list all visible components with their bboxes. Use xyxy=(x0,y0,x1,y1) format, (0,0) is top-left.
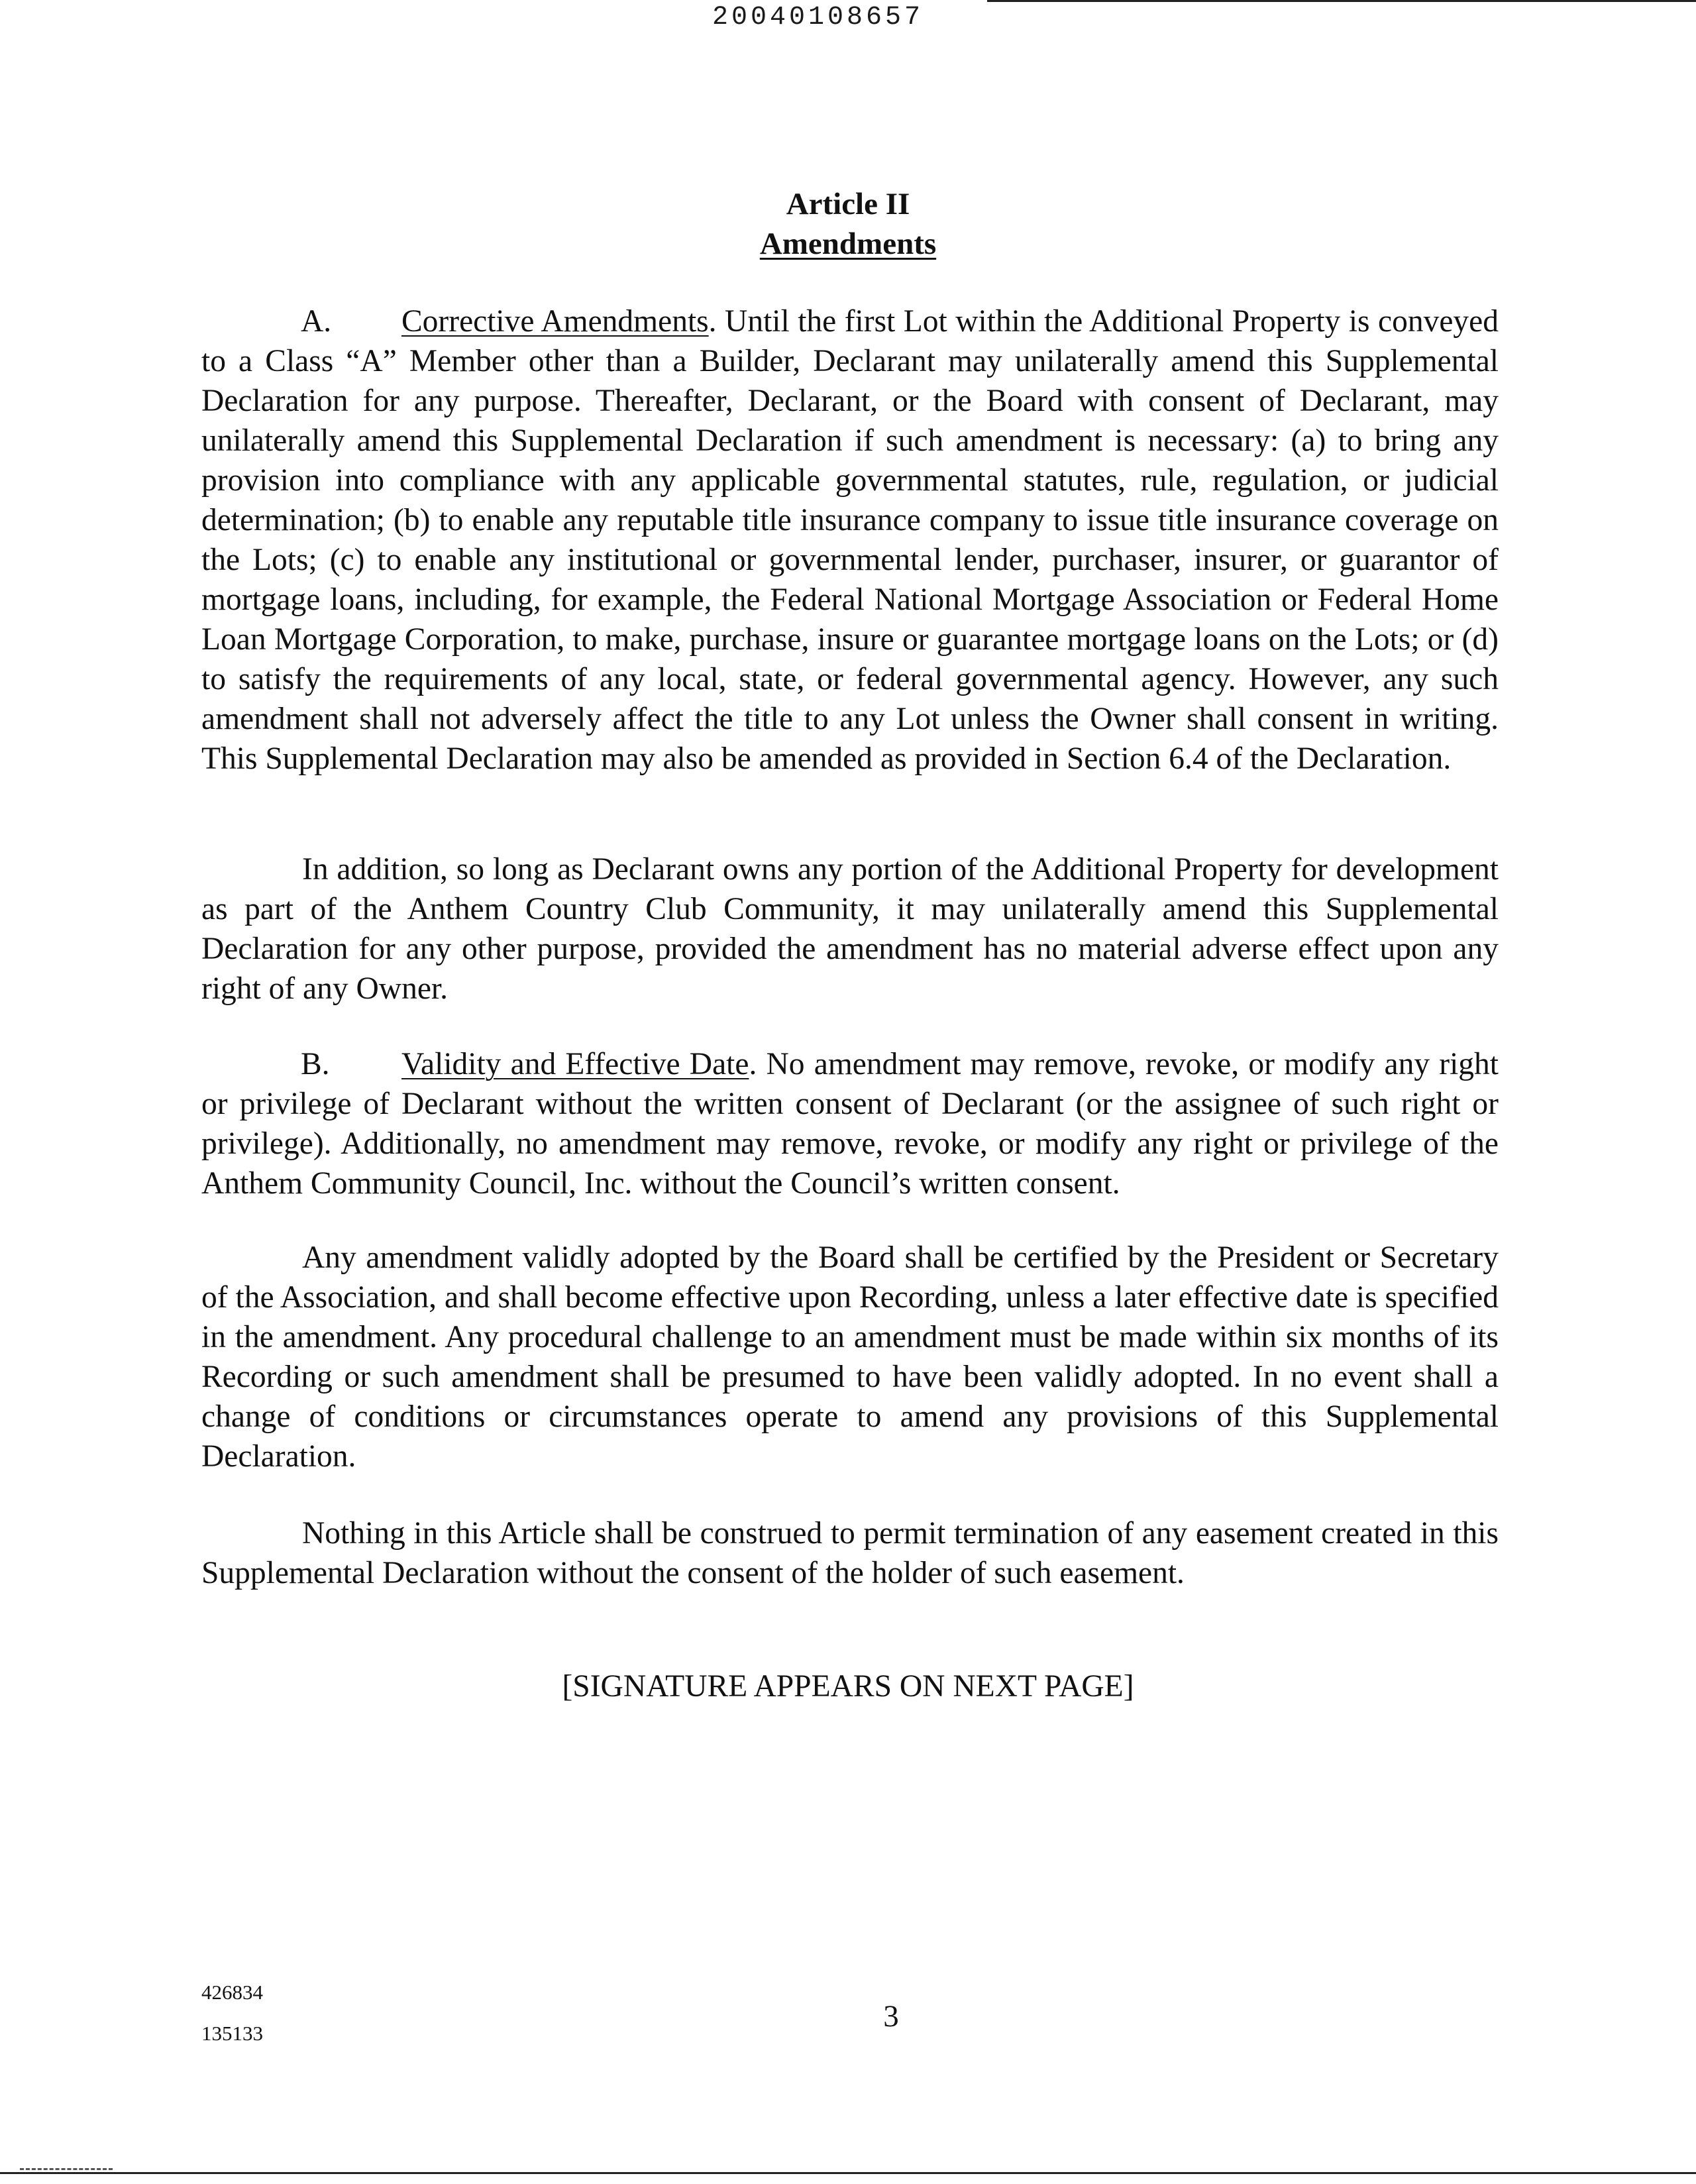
section-b-paragraph xyxy=(201,1044,1499,1203)
article-title-block xyxy=(0,184,1696,264)
section-b-text: . No amendment may remove, revoke, or modify any right or privilege of Declarant without the written consent of Declarant (or the assignee of such right or privilege). Additionally, no amendment may remove, revoke, or modify any right or privilege of the Anthem Community Council, Inc. without the Council’s written consent. xyxy=(201,1047,1499,1201)
section-b-heading: Validity and Effective Date xyxy=(401,1047,749,1081)
section-b-label: B. xyxy=(301,1047,330,1081)
section-a-heading: Corrective Amendments xyxy=(401,304,709,339)
article-heading: Amendments xyxy=(759,227,937,261)
addition-paragraph-block xyxy=(201,849,1499,1009)
nothing-paragraph: Nothing in this Article shall be construed to permit termination of any easement created in this Supplemental Declaration without the consent of the holder of such easement. xyxy=(201,1516,1499,1590)
section-a-label: A. xyxy=(301,304,332,339)
nothing-paragraph-block xyxy=(201,1513,1499,1593)
section-b xyxy=(201,1044,1499,1203)
signature-notice: [SIGNATURE APPEARS ON NEXT PAGE] xyxy=(562,1669,1134,1704)
section-a-paragraph xyxy=(201,301,1499,779)
bottom-rule xyxy=(0,2172,1696,2174)
certified-paragraph-block xyxy=(201,1238,1499,1476)
certified-paragraph: Any amendment validly adopted by the Board shall be certified by the President or Secretary of the Association, and shall become effective upon Recording, unless a later effective date is specified in the amendment. Any procedural challenge to an amendment must be made within six months of its Recording or such amendment shall be presumed to have been validly adopted. In no event shall a change of conditions or circumstances operate to amend any provisions of this Supplemental Declaration. xyxy=(201,1240,1499,1474)
section-a xyxy=(201,301,1499,779)
section-a-text: . Until the first Lot within the Additional Property is conveyed to a Class “A” Member other than a Builder, Declarant may unilaterally amend this Supplemental Declaration for any purpose. Thereafter, Declarant, or the Board with consent of Declarant, may unilaterally amend this Supplemental Declaration if such amendment is necessary: (a) to bring any provision into compliance with any applicable governmental statutes, rule, regulation, or judicial determination; (b) to enable any reputable title insurance company to issue title insurance coverage on the Lots; (c) to enable any institutional or governmental lender, purchaser, insurer, or guarantor of mortgage loans, including, for example, the Federal National Mortgage Association or Federal Home Loan Mortgage Corporation, to make, purchase, insure or guarantee mortgage loans on the Lots; or (d) to satisfy the requirements of any local, state, or federal governmental agency. However, any such amendment shall not adversely affect the title to any Lot unless the Owner shall consent in writing. This Supplemental Declaration may also be amended as provided in Section 6.4 of the Declaration. xyxy=(201,304,1499,776)
footer-code-2: 135133 xyxy=(201,2022,263,2045)
article-title: Article II xyxy=(786,187,910,221)
bottom-dashed-rule xyxy=(20,2168,113,2170)
page-number: 3 xyxy=(883,1999,899,2034)
addition-paragraph: In addition, so long as Declarant owns any portion of the Additional Property for development as part of the Anthem Country Club Community, it may unilaterally amend this Supplemental Declaration for any other purpose, provided the amendment has no material adverse effect upon any right of any Owner. xyxy=(201,852,1499,1006)
top-rule xyxy=(987,0,1696,2)
footer-code-1: 426834 xyxy=(201,1981,263,2004)
document-number: 20040108657 xyxy=(712,3,924,32)
